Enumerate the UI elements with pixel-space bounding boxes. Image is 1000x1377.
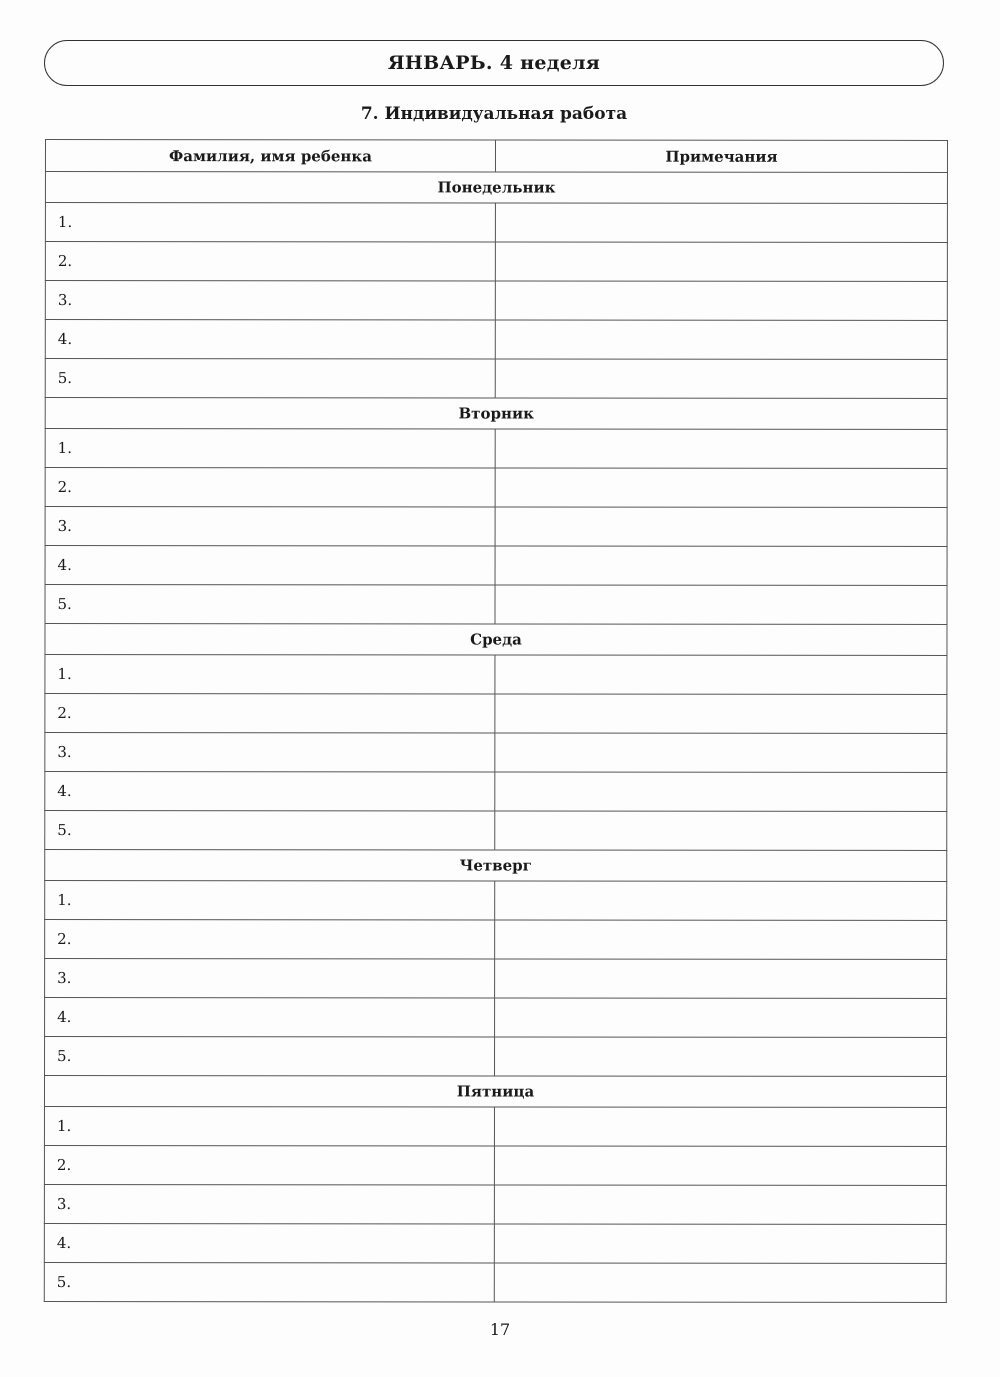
child-name-cell[interactable]: 1. xyxy=(45,429,495,468)
notes-cell[interactable] xyxy=(495,429,947,468)
day-row xyxy=(45,398,947,430)
notes-cell[interactable] xyxy=(494,1263,946,1302)
table-row xyxy=(44,1146,946,1186)
day-label: Среда xyxy=(45,624,947,656)
child-name-cell[interactable]: 1. xyxy=(44,1107,494,1146)
child-name-cell[interactable]: 5. xyxy=(45,585,495,624)
notes-cell[interactable] xyxy=(495,203,947,242)
child-name-cell[interactable]: 2. xyxy=(45,242,495,281)
day-row xyxy=(45,172,947,204)
child-name-cell[interactable]: 4. xyxy=(45,546,495,585)
table-row xyxy=(45,694,947,734)
notes-cell[interactable] xyxy=(494,1146,946,1185)
child-name-cell[interactable]: 5. xyxy=(45,1037,495,1076)
day-row xyxy=(45,624,947,656)
table-row xyxy=(45,959,947,999)
day-label: Понедельник xyxy=(45,172,947,204)
table-row xyxy=(45,546,947,586)
table-row xyxy=(45,772,947,812)
table-row xyxy=(45,733,947,773)
notes-cell[interactable] xyxy=(495,281,947,320)
section-title: 7. Индивидуальная работа xyxy=(360,104,628,124)
child-name-cell[interactable]: 2. xyxy=(44,1146,494,1185)
notes-cell[interactable] xyxy=(495,959,947,998)
notes-cell[interactable] xyxy=(495,881,947,920)
day-label: Четверг xyxy=(45,850,947,882)
notes-cell[interactable] xyxy=(495,920,947,959)
table-row xyxy=(45,811,947,851)
table-row xyxy=(45,429,947,469)
child-name-cell[interactable]: 5. xyxy=(45,359,495,398)
table-row xyxy=(45,585,947,625)
child-name-cell[interactable]: 3. xyxy=(44,1185,494,1224)
table-row xyxy=(44,1262,946,1302)
notes-cell[interactable] xyxy=(495,1037,947,1076)
notes-cell[interactable] xyxy=(494,1224,946,1263)
child-name-cell[interactable]: 3. xyxy=(45,507,495,546)
table-row xyxy=(45,359,947,399)
child-name-cell[interactable]: 4. xyxy=(44,1223,494,1262)
table-row xyxy=(44,1223,946,1263)
table-row xyxy=(45,320,947,360)
page-number: 17 xyxy=(489,1320,511,1339)
column-header-notes: Примечания xyxy=(495,140,947,172)
child-name-cell[interactable]: 5. xyxy=(45,811,495,850)
child-name-cell[interactable]: 2. xyxy=(45,694,495,733)
notes-cell[interactable] xyxy=(495,772,947,811)
table-row xyxy=(44,1107,946,1147)
notes-cell[interactable] xyxy=(495,359,947,398)
table-row xyxy=(45,468,947,508)
individual-work-table xyxy=(44,139,948,1303)
table-row xyxy=(45,507,947,547)
table-row xyxy=(45,881,947,921)
child-name-cell[interactable]: 2. xyxy=(45,468,495,507)
child-name-cell[interactable]: 4. xyxy=(45,772,495,811)
day-label: Вторник xyxy=(45,398,947,430)
table-row xyxy=(45,242,947,282)
child-name-cell[interactable]: 4. xyxy=(45,998,495,1037)
child-name-cell[interactable]: 1. xyxy=(45,203,495,242)
notes-cell[interactable] xyxy=(495,811,947,850)
child-name-cell[interactable]: 2. xyxy=(45,920,495,959)
notes-cell[interactable] xyxy=(495,998,947,1037)
child-name-cell[interactable]: 1. xyxy=(45,881,495,920)
table-row xyxy=(45,203,947,243)
notes-cell[interactable] xyxy=(495,468,947,507)
child-name-cell[interactable]: 1. xyxy=(45,655,495,694)
notes-cell[interactable] xyxy=(495,585,947,624)
child-name-cell[interactable]: 3. xyxy=(45,281,495,320)
table-row xyxy=(45,655,947,695)
notes-cell[interactable] xyxy=(494,1185,946,1224)
day-row xyxy=(44,1076,946,1108)
notes-cell[interactable] xyxy=(495,546,947,585)
notes-cell[interactable] xyxy=(495,320,947,359)
day-label: Пятница xyxy=(44,1076,946,1108)
header-banner xyxy=(44,40,944,86)
day-row xyxy=(45,850,947,882)
child-name-cell[interactable]: 5. xyxy=(44,1262,494,1301)
notes-cell[interactable] xyxy=(495,694,947,733)
table-row xyxy=(44,1185,946,1225)
notes-cell[interactable] xyxy=(495,507,947,546)
notes-cell[interactable] xyxy=(495,655,947,694)
table-row xyxy=(45,998,947,1038)
child-name-cell[interactable]: 3. xyxy=(45,959,495,998)
column-header-child-name: Фамилия, имя ребенка xyxy=(45,140,495,172)
table-row xyxy=(45,281,947,321)
notes-cell[interactable] xyxy=(494,1107,946,1146)
child-name-cell[interactable]: 3. xyxy=(45,733,495,772)
notes-cell[interactable] xyxy=(495,733,947,772)
table-header-row xyxy=(45,140,947,173)
notes-cell[interactable] xyxy=(495,242,947,281)
table-row xyxy=(45,920,947,960)
table-row xyxy=(45,1037,947,1077)
page-title: ЯНВАРЬ. 4 неделя xyxy=(387,52,601,74)
child-name-cell[interactable]: 4. xyxy=(45,320,495,359)
